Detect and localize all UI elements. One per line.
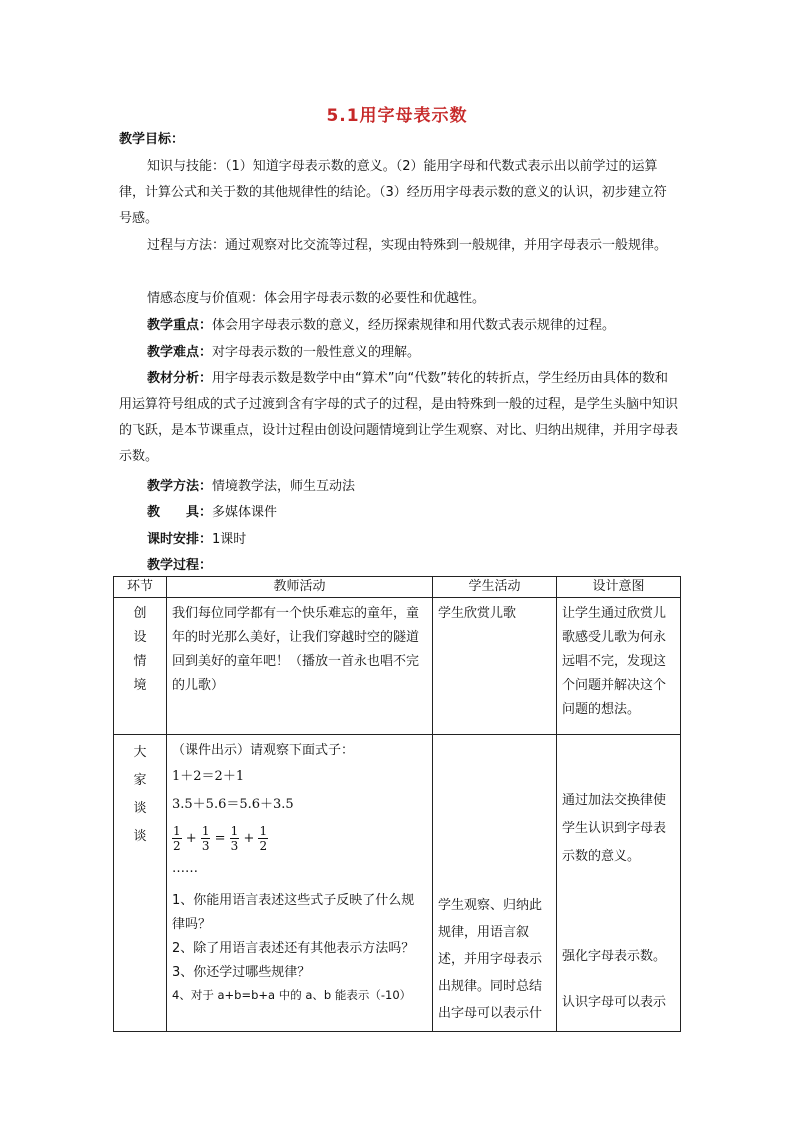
key-point-label: 教学重点： xyxy=(147,318,213,333)
table-header-row xyxy=(114,577,681,598)
intent-1: 通过加法交换律使学生认识到字母表示数的意义。 xyxy=(562,793,667,864)
page-title: 5.1用字母表示数 xyxy=(326,106,468,126)
key-point-paragraph xyxy=(119,313,679,339)
intent-2: 强化字母表示数。 xyxy=(562,949,667,964)
teacher-intro: （课件出示）请观察下面式子： xyxy=(172,743,355,758)
knowledge-paragraph xyxy=(119,154,679,232)
stage-label: 创设情境 xyxy=(133,606,147,693)
design-intent: 让学生通过欣赏儿歌感受儿歌为何永远唱不完，发现这个问题并解决这个问题的想法。 xyxy=(562,606,667,717)
process-method-text: 通过观察对比交流等过程，实现由特殊到一般规律，并用字母表示一般规律。 xyxy=(225,238,668,253)
knowledge-label: 知识与技能： xyxy=(147,159,226,174)
difficulty-label: 教学难点： xyxy=(147,345,213,360)
schedule-label: 课时安排： xyxy=(147,532,213,547)
process-heading: 教学过程： xyxy=(147,558,213,573)
ellipsis: …… xyxy=(172,861,198,876)
stage-cell xyxy=(114,735,167,1032)
stage-cell xyxy=(114,598,167,735)
attitude-text: 体会用字母表示数的必要性和优越性。 xyxy=(264,291,486,306)
student-activity: 学生欣赏儿歌 xyxy=(438,606,517,621)
difficulty-text: 对字母表示数的一般性意义的理解。 xyxy=(212,345,421,360)
schedule-paragraph xyxy=(119,527,679,553)
teaching-process-table xyxy=(113,576,681,1032)
question-4: 4、对于 a+b=b+a 中的 a、b 能表示（-10） xyxy=(172,988,412,1002)
objectives-heading: 教学目标： xyxy=(119,132,185,147)
question-3: 3、你还学过哪些规律？ xyxy=(172,965,311,980)
attitude-paragraph xyxy=(119,286,679,312)
method-paragraph xyxy=(119,474,679,500)
header-stage: 环节 xyxy=(114,577,167,598)
header-teacher: 教师活动 xyxy=(167,577,433,598)
key-point-text: 体会用字母表示数的意义，经历探索规律和用代数式表示规律的过程。 xyxy=(212,318,616,333)
difficulty-paragraph xyxy=(119,340,679,366)
intent-cell xyxy=(557,735,681,1032)
analysis-text: 用字母表示数是数学中由“算术”向“代数”转化的转折点，学生经历由具体的数和用运算符号组成的式子过渡到含有字母的式子的过程，是由特殊到一般的过程，是学生头脑中知识的飞跃，是本节课重点，设计过程由创设问题情境到让学生观察、对比、归纳出规律，并用字母表示数。 xyxy=(119,371,679,464)
table-row xyxy=(114,598,681,735)
equation-1: 1＋2＝2＋1 xyxy=(172,769,245,784)
header-student: 学生活动 xyxy=(433,577,557,598)
question-1: 1、你能用语言表述这些式子反映了什么规律吗？ xyxy=(172,893,415,932)
design-intent xyxy=(557,735,680,1021)
process-method-label: 过程与方法： xyxy=(147,238,226,253)
method-label: 教学方法： xyxy=(147,479,213,494)
student-activity: 学生观察、归纳此规律，用语言叙述，并用字母表示出规律。同时总结出字母可以表示什 xyxy=(438,898,543,1021)
stage-label: 大家谈谈 xyxy=(133,745,147,844)
schedule-text: 1课时 xyxy=(212,532,247,547)
tools-paragraph xyxy=(119,500,679,526)
equation-3: $\frac{1}{2}$ + $\frac{1}{3}$ = $\frac{1}{3}$ + $\frac{1}{2}$ xyxy=(173,824,268,853)
table-row xyxy=(114,735,681,1032)
knowledge-text: （1）知道字母表示数的意义。（2）能用字母和代数式表示出以前学过的运算律，计算公式和关于数的其他规律性的结论。（3）经历用字母表示数的意义的认识，初步建立符号感。 xyxy=(119,159,667,226)
question-2: 2、除了用语言表述还有其他表示方法吗？ xyxy=(172,941,415,956)
teacher-activity xyxy=(167,735,432,1005)
student-cell xyxy=(433,735,557,1032)
equation-2: 3.5＋5.6＝5.6＋3.5 xyxy=(172,797,294,812)
fraction: $\frac{1}{3}$ xyxy=(201,824,210,853)
fraction: $\frac{1}{2}$ xyxy=(173,824,181,853)
header-intent: 设计意图 xyxy=(557,577,681,598)
tools-label: 教 具： xyxy=(147,505,213,520)
fraction: $\frac{1}{3}$ xyxy=(230,824,239,853)
teacher-activity: 我们每位同学都有一个快乐难忘的童年，童年的时光那么美好，让我们穿越时空的隧道回到美好的童年吧！（播放一首永也唱不完的儿歌） xyxy=(172,606,420,693)
process-method-paragraph xyxy=(119,233,679,259)
method-text: 情境教学法，师生互动法 xyxy=(212,479,356,494)
intent-3: 认识字母可以表示 xyxy=(562,995,667,1010)
analysis-paragraph xyxy=(119,366,679,470)
attitude-label: 情感态度与价值观： xyxy=(147,291,265,306)
intent-cell xyxy=(557,598,681,735)
student-cell xyxy=(433,598,557,735)
fraction: $\frac{1}{2}$ xyxy=(259,824,268,853)
teacher-cell xyxy=(167,735,433,1032)
analysis-label: 教材分析： xyxy=(147,371,213,386)
tools-text: 多媒体课件 xyxy=(212,505,278,520)
teacher-cell xyxy=(167,598,433,735)
